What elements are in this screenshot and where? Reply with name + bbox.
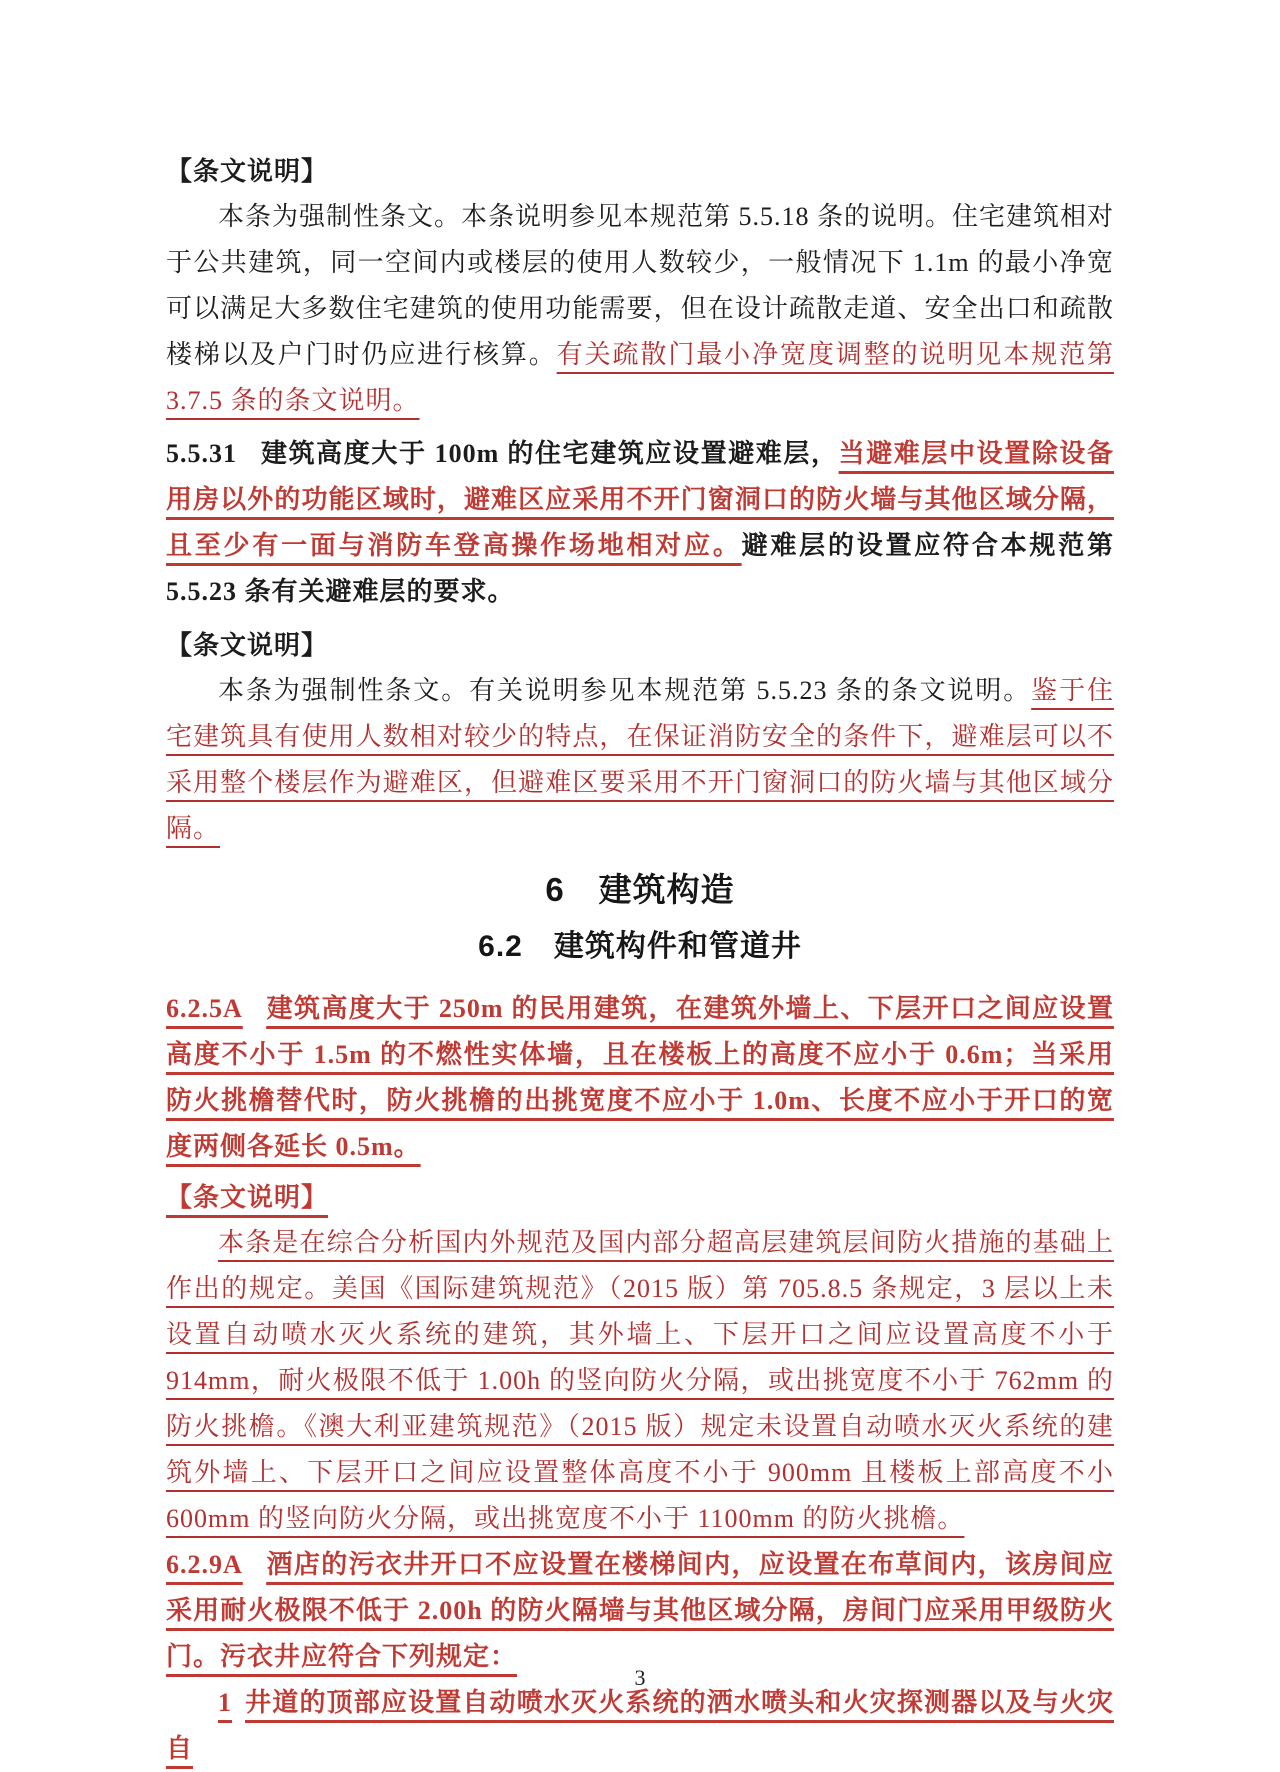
explanation-label-2 xyxy=(166,622,1114,668)
document-page xyxy=(166,0,1114,1772)
page-number-text: 3 xyxy=(634,1665,646,1690)
explanation-label-3 xyxy=(166,1174,1114,1220)
paragraph-red-text: 本条是在综合分析国内外规范及国内部分超高层建筑层间防火措施的基础上作出的规定。美国《国际建筑规范》（2015 版）第 705.8.5 条规定，3 层以上未设置自动喷水灭火系统的建筑，其外墙上、下层开口之间应设置高度不小于 914mm，耐火极限不低于 1.00h 的竖向防火分隔，或出挑宽度不小于 762mm 的防火挑檐。《澳大利亚建筑规范》（2015 版）规定未设置自动喷水灭火系统的建筑外墙上、下层开口之间应设置整体高度不小于 900mm 且楼板上部高度不小 600mm 的竖向防火分隔，或出挑宽度不小于 1100mm 的防火挑檐。 xyxy=(166,1228,1114,1533)
provision-black-text-1: 建筑高度大于 100m 的住宅建筑应设置避难层， xyxy=(260,439,839,468)
section-number: 5.5.31 xyxy=(166,439,237,468)
provision-red-text: 当避难层中设置除设备用房以外的功能区域时，避难区应采用不开门窗洞口的防火墙与其他区域分隔，且至少有一面与消防车登高操作场地相对应。 xyxy=(166,439,1114,560)
paragraph-explanation-6-2-5A xyxy=(166,1220,1114,1542)
paragraph-explanation-5-5-30 xyxy=(166,194,1114,424)
provision-black-text-2: 避难层的设置应符合本规范第 5.5.23 条有关避难层的要求。 xyxy=(166,531,1114,606)
explanation-label-text: 【条文说明】 xyxy=(166,1182,329,1212)
section-6-2-5A xyxy=(166,986,1114,1170)
explanation-label-text: 【条文说明】 xyxy=(166,630,329,660)
section-heading xyxy=(166,924,1114,970)
section-number: 6.2.5A xyxy=(166,994,243,1023)
explanation-label-text: 【条文说明】 xyxy=(166,156,329,186)
section-heading-text: 6.2 建筑构件和管道井 xyxy=(478,930,802,963)
section-5-5-31 xyxy=(166,431,1114,615)
paragraph-red-text: 鉴于住宅建筑具有使用人数相对较少的特点，在保证消防安全的条件下，避难层可以不采用整个楼层作为避难区，但避难区要采用不开门窗洞口的防火墙与其他区域分隔。 xyxy=(166,676,1114,843)
chapter-heading xyxy=(166,866,1114,914)
provision-red-text: 建筑高度大于 250m 的民用建筑，在建筑外墙上、下层开口之间应设置高度不小于 1.5m 的不燃性实体墙，且在楼板上的高度不应小于 0.6m；当采用防火挑檐替代时，防火挑檐的出挑宽度不应小于 1.0m、长度不应小于开口的宽度两侧各延长 0.5m。 xyxy=(166,994,1114,1161)
list-item-text: 井道的顶部应设置自动喷水灭火系统的洒水喷头和火灾探测器以及与火灾自 xyxy=(166,1688,1114,1763)
list-item-number: 1 xyxy=(218,1688,232,1717)
paragraph-red-text: 有关疏散门最小净宽度调整的说明见本规范第 3.7.5 条的条文说明。 xyxy=(166,340,1114,415)
paragraph-black-text: 本条为强制性条文。有关说明参见本规范第 5.5.23 条的条文说明。 xyxy=(218,676,1032,705)
provision-red-text: 酒店的污衣井开口不应设置在楼梯间内，应设置在布草间内，该房间应采用耐火极限不低于 2.00h 的防火隔墙与其他区域分隔，房间门应采用甲级防火门。污衣井应符合下列规定： xyxy=(166,1550,1114,1671)
paragraph-explanation-5-5-31 xyxy=(166,668,1114,852)
section-number: 6.2.9A xyxy=(166,1550,243,1579)
section-6-2-9A xyxy=(166,1542,1114,1680)
chapter-heading-text: 6 建筑构造 xyxy=(545,871,735,908)
page-number xyxy=(0,1665,1280,1691)
paragraph-black-text: 本条为强制性条文。本条说明参见本规范第 5.5.18 条的说明。住宅建筑相对于公共建筑，同一空间内或楼层的使用人数较少，一般情况下 1.1m 的最小净宽可以满足大多数住宅建筑的使用功能需要，但在设计疏散走道、安全出口和疏散楼梯以及户门时仍应进行核算。 xyxy=(166,202,1115,369)
explanation-label-1 xyxy=(166,148,1114,194)
list-item-1 xyxy=(166,1680,1114,1772)
